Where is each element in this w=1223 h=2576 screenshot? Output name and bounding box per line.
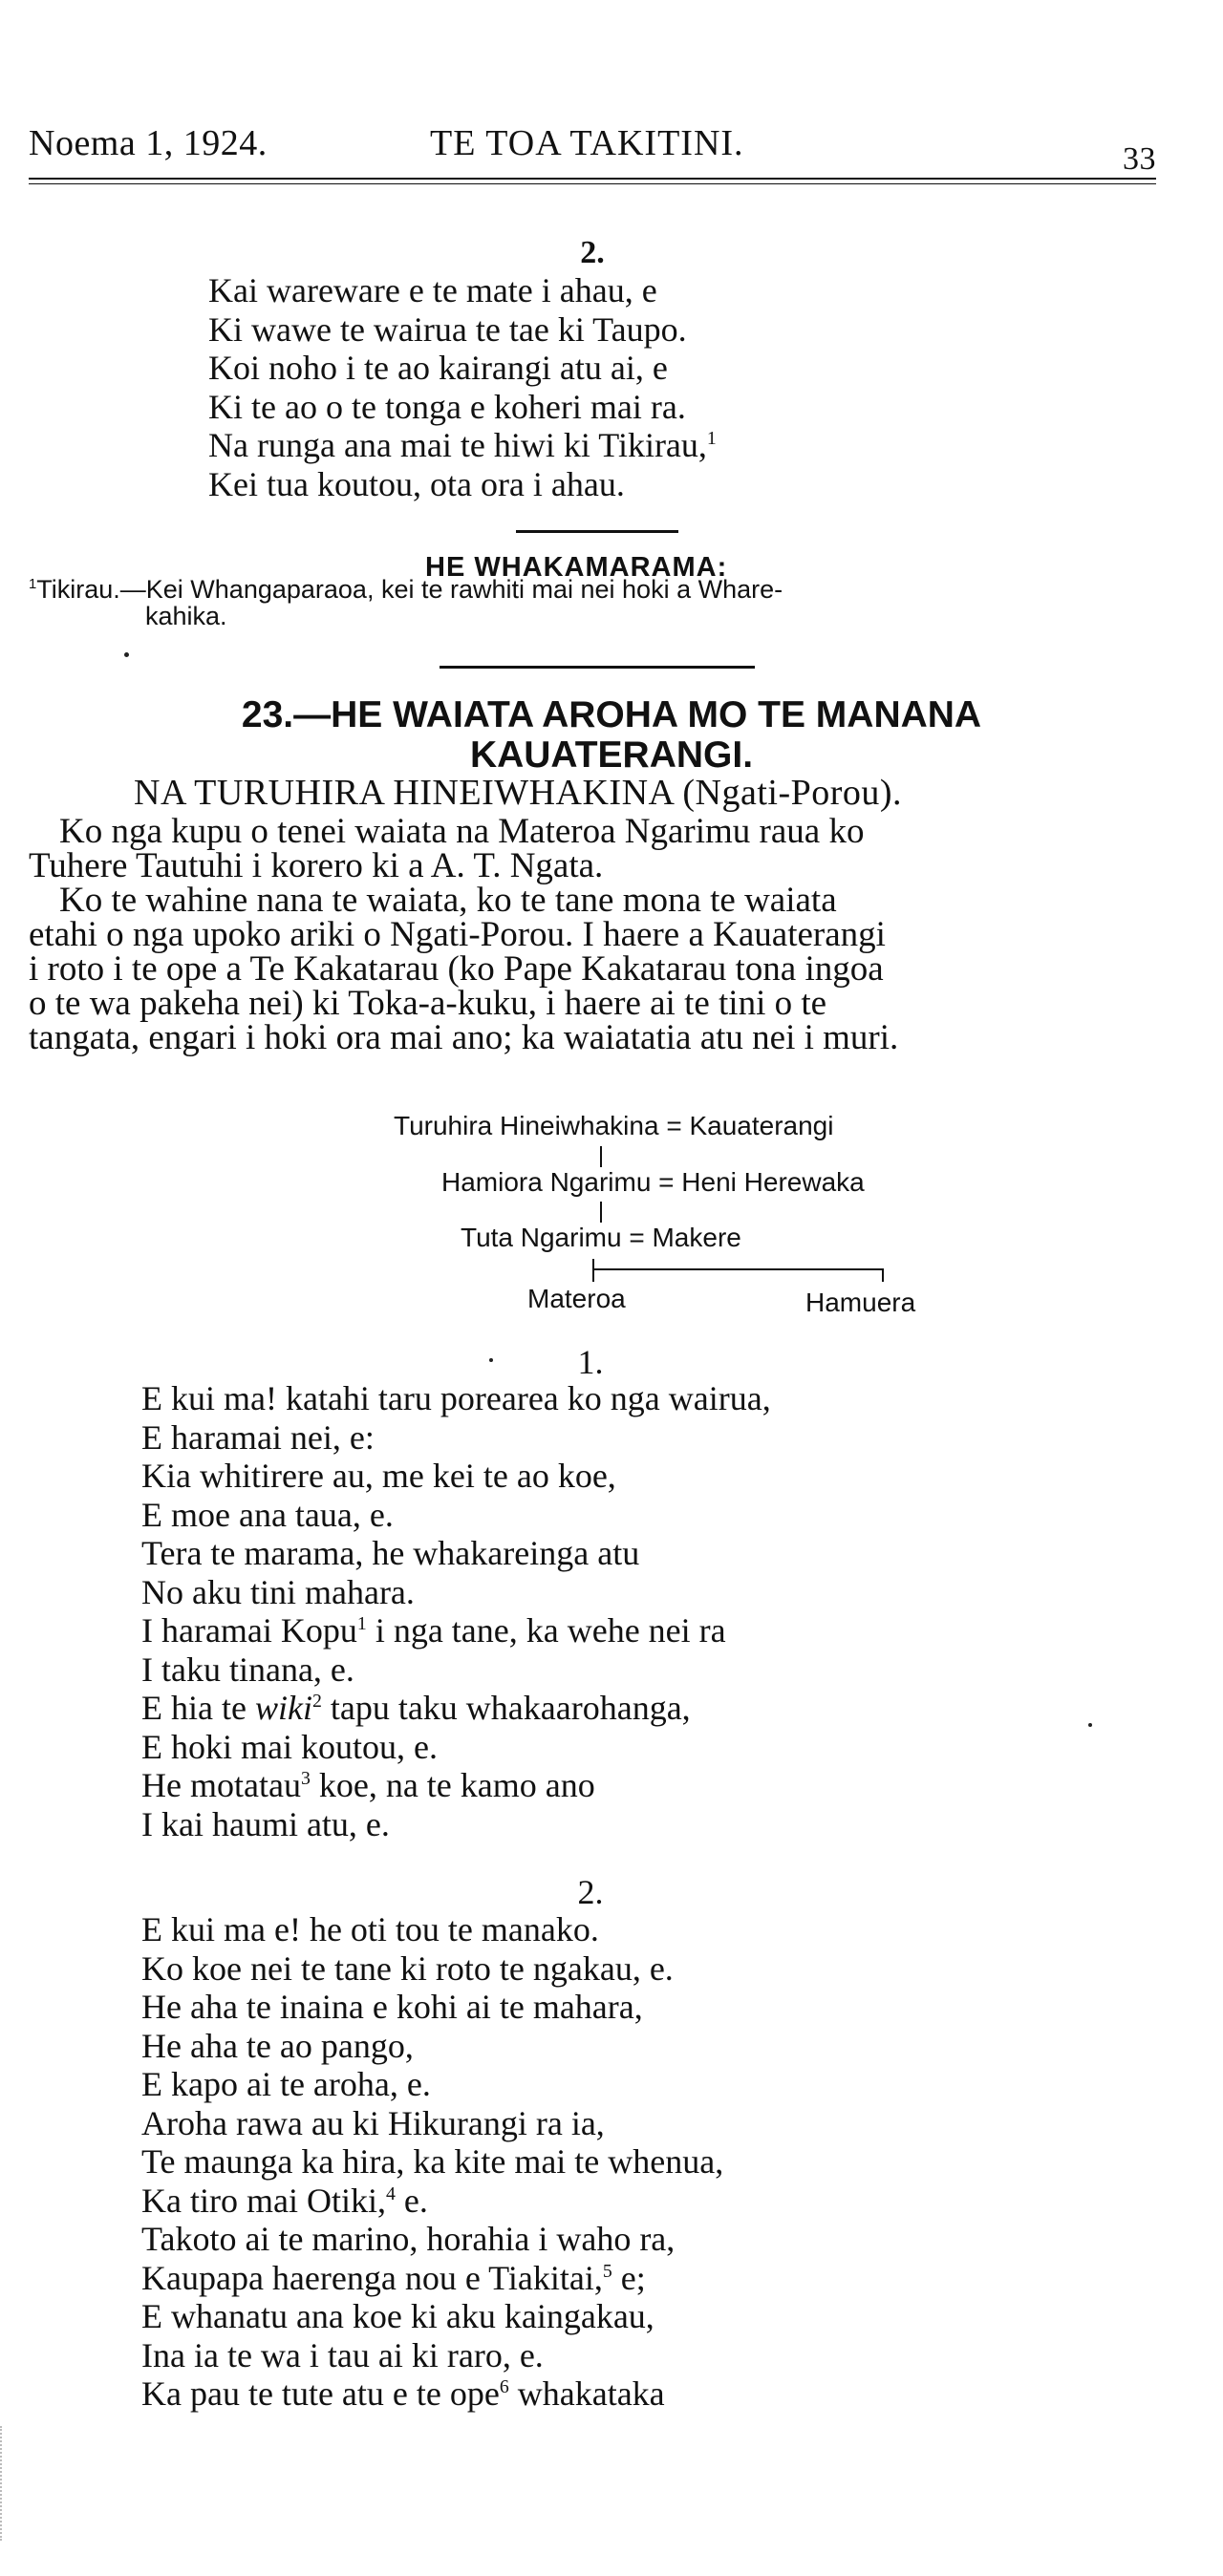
- genealogy-row-2: Hamiora Ngarimu = Heni Herewaka: [441, 1167, 865, 1197]
- footnote-mark: 1: [706, 428, 717, 449]
- descent-line: [600, 1146, 602, 1167]
- stanza-number: 2.: [580, 235, 605, 270]
- stray-dot: [1088, 1723, 1092, 1727]
- notes-heading: HE WHAKAMARAMA:: [425, 552, 728, 583]
- descent-line: [600, 1202, 602, 1223]
- verse-line: Aroha rawa au ki Hikurangi ra ia,: [141, 2103, 605, 2142]
- verse-line: I kai haumi atu, e.: [141, 1804, 390, 1843]
- verse-line: Ina ia te wa i tau ai ki raro, e.: [141, 2335, 544, 2374]
- margin-speckle: [0, 2426, 6, 2541]
- verse-line: He motatau$^3$ koe, na te kamo ano: [141, 1766, 595, 1804]
- genealogy-child-2: Hamuera: [805, 1288, 916, 1317]
- verse-line: I taku tinana, e.: [141, 1650, 354, 1689]
- section-divider: [440, 666, 755, 669]
- section-divider: [516, 530, 678, 533]
- verse-line: Takoto ai te marino, horahia i waho ra,: [141, 2220, 676, 2258]
- song-stanza-2: [141, 1910, 1097, 2414]
- descent-line: [592, 1259, 594, 1282]
- running-header: [29, 122, 1156, 177]
- sibling-line: [592, 1268, 884, 1270]
- footnote-mark: 6: [499, 2376, 509, 2397]
- intro-paragraph-2: Ko te wahine nana te waiata, ko te tane mona te waiata etahi o nga upoko ariki o Ngati-Porou. I haere a Kauaterangi i roto i te ope a Te Kakatarau (ko Pape Kakatarau tona ingoa o te wa pakeha nei) ki Toka-a-kuku, i haere ai te tini o te tangata, engari i hoki ora mai ano; ka waiatatia atu nei i muri.: [29, 881, 899, 1057]
- verse-line: Ki wawe te wairua te tae ki Taupo.: [208, 309, 687, 349]
- verse-line: Kia whitirere au, me kei te ao koe,: [141, 1457, 616, 1495]
- stanza-number: 1.: [577, 1343, 604, 1381]
- verse-line: Ki te ao o te tonga e koheri mai ra.: [208, 387, 686, 426]
- genealogy-row-1: Turuhira Hineiwhakina = Kauaterangi: [394, 1111, 834, 1140]
- verse-line: Te maunga ka hira, ka kite mai te whenua,: [141, 2142, 724, 2181]
- footnote-1: $^1$Tikirau.—Kei Whangaparaoa, kei te rawhiti mai nei hoki a Whare- kahika.: [29, 575, 783, 630]
- verse-line: E haramai nei, e:: [141, 1417, 375, 1457]
- verse-line: Ka pau te tute atu e te ope$^6$ whakataka: [141, 2374, 665, 2413]
- song-introduction: [29, 812, 1156, 1057]
- intro-paragraph-1: Ko nga kupu o tenei waiata na Materoa Ngarimu raua ko Tuhere Tautuhi i korero ki a A. T. Ngata.: [29, 812, 865, 885]
- song-stanza-1: [141, 1379, 1097, 1843]
- verse-line: No aku tini mahara.: [141, 1572, 415, 1611]
- italic-word: wiki: [254, 1689, 312, 1727]
- genealogy-child-1: Materoa: [527, 1284, 626, 1313]
- stray-dot: [124, 652, 129, 657]
- verse-line: Ka tiro mai Otiki,$^4$ e.: [141, 2181, 428, 2220]
- verse-line: E kui ma e! he oti tou te manako.: [141, 1910, 599, 1948]
- verse-line: Na runga ana mai te hiwi ki Tikirau,$^1$: [208, 426, 717, 464]
- verse-line: E moe ana taua, e.: [141, 1495, 394, 1534]
- verse-line: I haramai Kopu$^1$ i nga tane, ka wehe nei ra: [141, 1611, 726, 1650]
- song-author: NA TURUHIRA HINEIWHAKINA (Ngati-Porou).: [134, 773, 903, 813]
- song-title: 23.—HE WAIATA AROHA MO TE MANANA KAUATERANGI.: [241, 694, 982, 776]
- footnote-mark: 3: [300, 1768, 311, 1789]
- verse-line: E hoki mai koutou, e.: [141, 1727, 438, 1766]
- poem-top-stanza: [208, 271, 1068, 503]
- publication-title: TE TOA TAKITINI.: [430, 123, 744, 163]
- verse-line: Kaupapa haerenga nou e Tiakitai,$^5$ e;: [141, 2258, 646, 2297]
- verse-line: He aha te ao pango,: [141, 2026, 414, 2065]
- footnote-mark: 1: [356, 1613, 367, 1634]
- verse-line: Tera te marama, he whakareinga atu: [141, 1534, 640, 1572]
- descent-line: [882, 1268, 884, 1282]
- verse-line: E kui ma! katahi taru porearea ko nga wairua,: [141, 1379, 771, 1417]
- verse-line: E whanatu ana koe ki aku kaingakau,: [141, 2297, 654, 2335]
- verse-line: E kapo ai te aroha, e.: [141, 2065, 431, 2103]
- footnote-mark: 5: [602, 2260, 612, 2282]
- issue-date: Noema 1, 1924.: [29, 123, 268, 163]
- footnote-mark: 2: [311, 1691, 322, 1712]
- header-rule-thin: [29, 183, 1156, 184]
- verse-line: Kai wareware e te mate i ahau, e: [208, 271, 657, 309]
- footnote-number: 1: [29, 577, 37, 592]
- page-number: 33: [1123, 141, 1156, 177]
- verse-line: He aha te inaina e kohi ai te mahara,: [141, 1988, 643, 2026]
- footnote-mark: 4: [385, 2182, 396, 2204]
- verse-line: Koi noho i te ao kairangi atu ai, e: [208, 349, 668, 387]
- verse-line: E hia te wiki$^2$ tapu taku whakaarohanga,: [141, 1689, 691, 1727]
- stray-dot: [489, 1358, 493, 1362]
- verse-line: Ko koe nei te tane ki roto te ngakau, e.: [141, 1948, 674, 1988]
- verse-line: Kei tua koutou, ota ora i ahau.: [208, 464, 625, 503]
- stanza-number: 2.: [577, 1873, 604, 1911]
- header-rule: [29, 178, 1156, 180]
- genealogy-row-3: Tuta Ngarimu = Makere: [461, 1223, 741, 1252]
